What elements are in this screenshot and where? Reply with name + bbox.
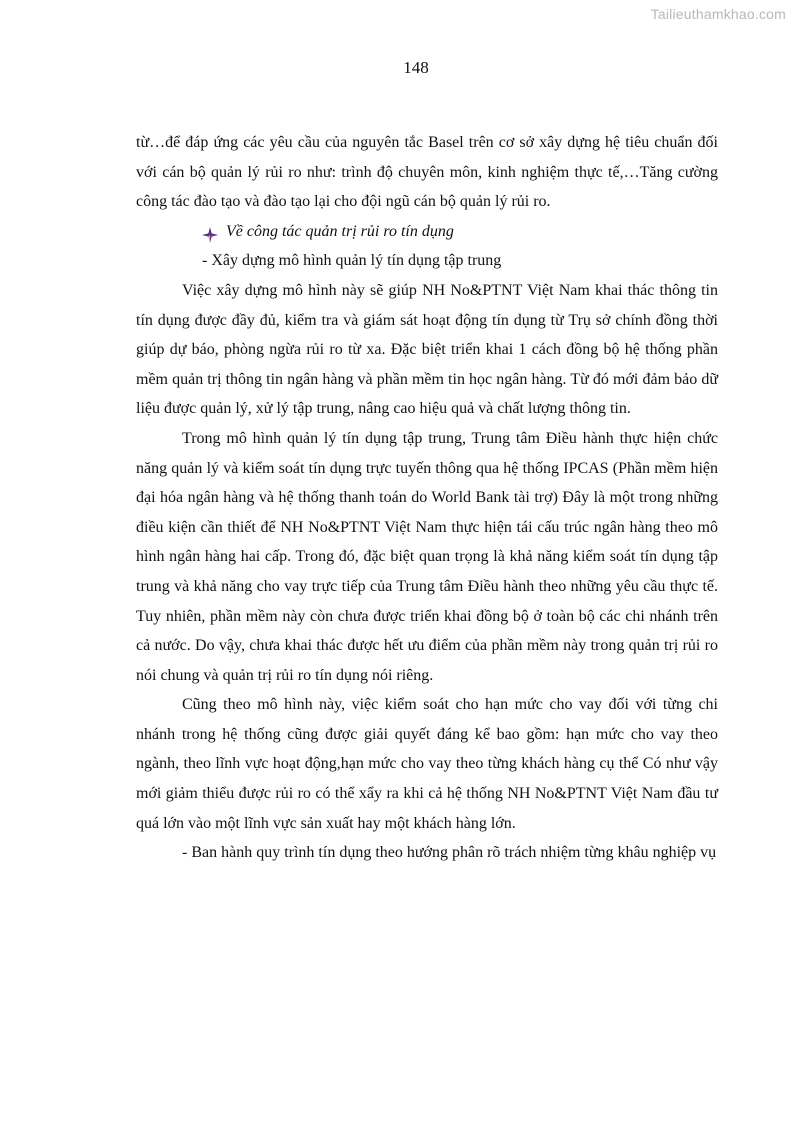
document-body (136, 128, 718, 868)
paragraph: Trong mô hình quản lý tín dụng tập trung, Trung tâm Điều hành thực hiện chức năng quản lý và kiểm soát tín dụng trực tuyến thông qua hệ thống IPCAS (Phần mềm hiện đại hóa ngân hàng và hệ thống thanh toán do World Bank tài trợ) Đây là một trong những điều kiện cần thiết để NH No&PTNT Việt Nam thực hiện tái cấu trúc ngân hàng theo mô hình ngân hàng hai cấp. Trong đó, đặc biệt quan trọng là khả năng kiểm soát tín dụng tập trung và khả năng cho vay trực tiếp của Trung tâm Điều hành theo những yêu cầu thực tế. Tuy nhiên, phần mềm này còn chưa được triển khai đồng bộ ở toàn bộ các chi nhánh trên cả nước. Do vậy, chưa khai thác được hết ưu điểm của phần mềm này trong quản trị rủi ro nói chung và quản trị rủi ro tín dụng nói riêng. (136, 429, 718, 684)
section-heading-text: Về công tác quản trị rủi ro tín dụng (226, 222, 454, 240)
paragraph: - Ban hành quy trình tín dụng theo hướng phân rõ trách nhiệm từng khâu nghiệp vụ (182, 844, 717, 862)
page-number: 148 (403, 58, 429, 77)
paragraph-continuation: từ…để đáp ứng các yêu cầu của nguyên tắc Basel trên cơ sở xây dựng hệ tiêu chuẩn đối với cán bộ quản lý rủi ro như: trình độ chuyên môn, kinh nghiệm thực tế,…Tăng cường công tác đào tạo và đào tạo lại cho đội ngũ cán bộ quản lý rủi ro. (136, 134, 718, 211)
watermark: Tailieuthamkhao.com (650, 6, 786, 22)
sub-heading: - Xây dựng mô hình quản lý tín dụng tập trung (202, 252, 502, 270)
four-point-star-icon (202, 224, 218, 240)
paragraph: Việc xây dựng mô hình này sẽ giúp NH No&PTNT Việt Nam khai thác thông tin tín dụng được đầy đủ, kiểm tra và giám sát hoạt động tín dụng từ Trụ sở chính đồng thời giúp dự báo, phòng ngừa rủi ro từ xa. Đặc biệt triển khai 1 cách đồng bộ hệ thống phần mềm quản trị thông tin ngân hàng và phần mềm tin học ngân hàng. Từ đó mới đảm bảo dữ liệu được quản lý, xử lý tập trung, nâng cao hiệu quả và chất lượng thông tin. (136, 281, 718, 418)
paragraph: Cũng theo mô hình này, việc kiểm soát cho hạn mức cho vay đối với từng chi nhánh trong hệ thống cũng được giải quyết đáng kể bao gồm: hạn mức cho vay theo ngành, theo lĩnh vực hoạt động,hạn mức cho vay theo từng khách hàng cụ thể Có như vậy mới giảm thiểu được rủi ro có thể xẩy ra khi cả hệ thống NH No&PTNT Việt Nam đầu tư quá lớn vào một lĩnh vực sản xuất hay một khách hàng lớn. (136, 696, 718, 832)
section-heading (136, 217, 718, 247)
